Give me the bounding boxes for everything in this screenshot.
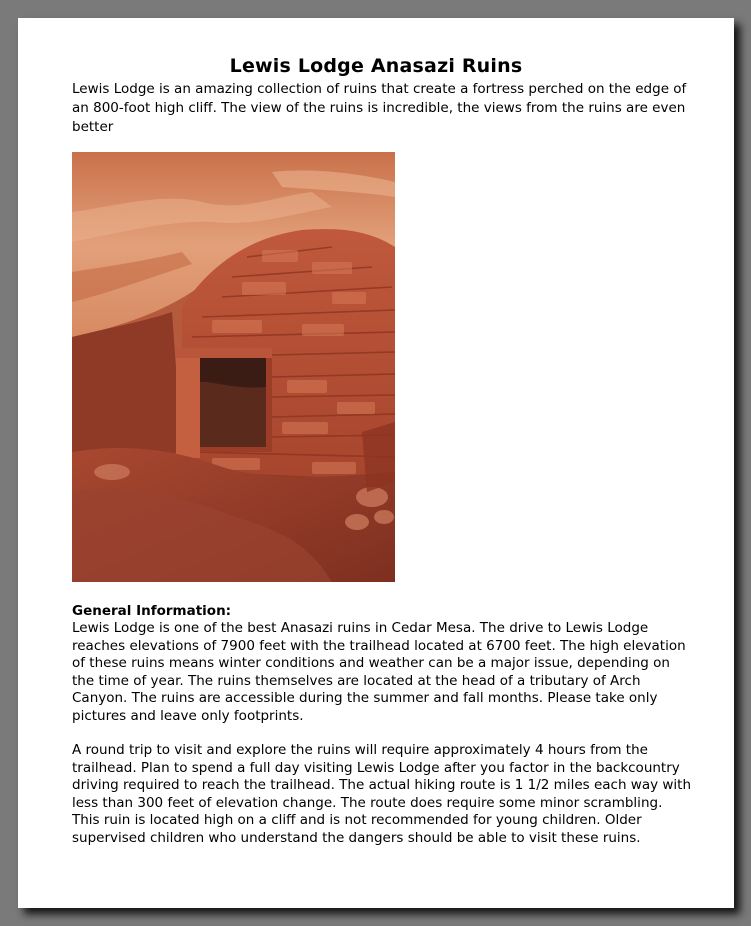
ruins-photo: [72, 152, 395, 582]
ruins-photo-illustration: [72, 152, 395, 582]
page-title: Lewis Lodge Anasazi Ruins: [229, 55, 523, 77]
general-information-heading: General Information:: [72, 603, 232, 619]
general-information-section: [72, 602, 692, 847]
intro-paragraph: Lewis Lodge is an amazing collection of ruins that create a fortress perched on the edge of an 800-foot high cliff. The view of the ruins is incredible, the views from the ruins are even better: [72, 81, 687, 135]
general-information-paragraph-2: A round trip to visit and explore the ruins will require approximately 4 hours from the trailhead. Plan to spend a full day visiting Lewis Lodge after you factor in the backcountry driving required to reach the trailhead. The actual hiking route is 1 1/2 miles each way with less than 300 feet of elevation change. The route does require some minor scrambling. This ruin is located high on a cliff and is not recommended for young children. Older supervised children who understand the dangers should be able to visit these ruins.: [72, 742, 692, 846]
document-page: [18, 18, 734, 908]
general-information-paragraph-1: Lewis Lodge is one of the best Anasazi ruins in Cedar Mesa. The drive to Lewis Lodge reaches elevations of 7900 feet with the trailhead located at 6700 feet. The high elevation of these ruins means winter conditions and weather can be a major issue, depending on the time of year. The ruins themselves are located at the head of a tributary of Arch Canyon. The ruins are accessible during the summer and fall months. Please take only pictures and leave only footprints.: [72, 620, 686, 724]
